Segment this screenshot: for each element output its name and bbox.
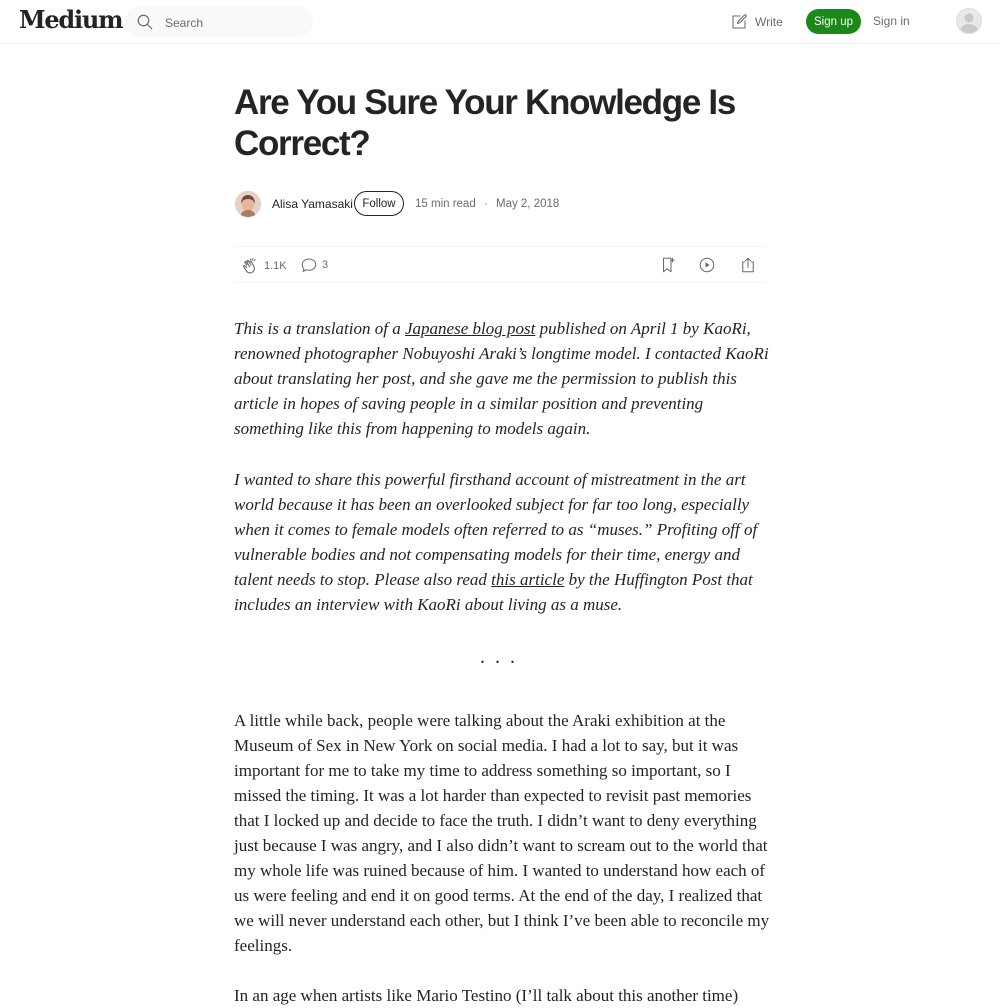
responses-button[interactable]: [300, 256, 328, 274]
p2-text-end: by the Huffington Post that includes an interview with KaoRi about living as a muse.: [234, 570, 753, 614]
top-navigation-bar: [0, 0, 1000, 44]
huffington-article-link[interactable]: this article: [491, 570, 565, 589]
article-meta: [415, 198, 559, 210]
body-paragraph-2: In an age when artists like Mario Testino (I’ll talk about this another time): [234, 986, 739, 1005]
body-paragraph-1: A little while back, people were talking about the Araki exhibition at the Museum of Sex in New York on social media. I had a lot to say, but it was important for me to take my time to address something so important, so I missed the timing. It was a lot harder than expected to revisit past memories that I locked up and decide to face the truth. I didn’t want to deny everything just because I was angry, and I also didn’t want to scream out to the world that my whole life was ruined because of him. I wanted to understand how each of us were feeling and end it on good terms. At the end of the day, I realized that we will never understand each other, but I think I’ve been able to reconcile my feelings.: [234, 711, 770, 955]
article-action-bar: [234, 246, 766, 283]
p1-text-end: published on April 1 by KaoRi, renowned photographer Nobuyoshi Araki’s longtime model. I contacted KaoRi about translating her post, and she gave me the permission to publish this article in hopes of saving people in a similar position and preventing something like this from happening to models again.: [234, 319, 769, 438]
p1-text-start: This is a translation of a: [234, 319, 405, 338]
intro-paragraph-1: [234, 316, 774, 441]
bookmark-icon[interactable]: [659, 256, 677, 274]
listen-play-icon[interactable]: [698, 256, 716, 274]
response-count: 3: [322, 259, 329, 271]
clap-icon: [240, 256, 260, 276]
user-silhouette-icon: [957, 9, 981, 33]
clap-count: 1.1K: [264, 260, 287, 272]
write-icon: [730, 13, 748, 31]
write-label: Write: [755, 15, 783, 29]
intro-paragraph-2: [234, 467, 774, 617]
author-name[interactable]: Alisa Yamasaki: [272, 197, 353, 211]
meta-separator: ·: [483, 198, 488, 210]
byline: [234, 190, 766, 218]
section-separator: ...: [480, 646, 525, 668]
sign-up-button[interactable]: Sign up: [806, 9, 861, 34]
medium-logo[interactable]: Medium: [19, 5, 123, 34]
japanese-blog-post-link[interactable]: Japanese blog post: [404, 319, 536, 338]
p2-text-start: I wanted to share this powerful firsthand account of mistreatment in the art world because it has been an overlooked subject for far too long, especially when it comes to female models often referred to as “muses.” Profiting off of vulnerable bodies and not compensating models for their time, energy and talent needs to stop. Please also read: [234, 470, 758, 589]
author-photo-icon: [235, 191, 261, 217]
search-icon: [136, 13, 154, 31]
read-time: 15 min read: [415, 198, 476, 210]
clap-button[interactable]: [240, 256, 287, 276]
comment-icon: [300, 256, 318, 274]
search-box[interactable]: [125, 6, 313, 37]
write-button[interactable]: [730, 11, 783, 33]
user-avatar[interactable]: [956, 8, 982, 34]
article-title: Are You Sure Your Knowledge Is Correct?: [234, 83, 736, 163]
author-avatar[interactable]: [235, 191, 261, 217]
publish-date: May 2, 2018: [495, 198, 560, 210]
search-input[interactable]: [163, 12, 307, 33]
sign-in-link[interactable]: Sign in: [873, 14, 910, 28]
share-icon[interactable]: [739, 256, 757, 274]
follow-button[interactable]: Follow: [354, 191, 404, 216]
